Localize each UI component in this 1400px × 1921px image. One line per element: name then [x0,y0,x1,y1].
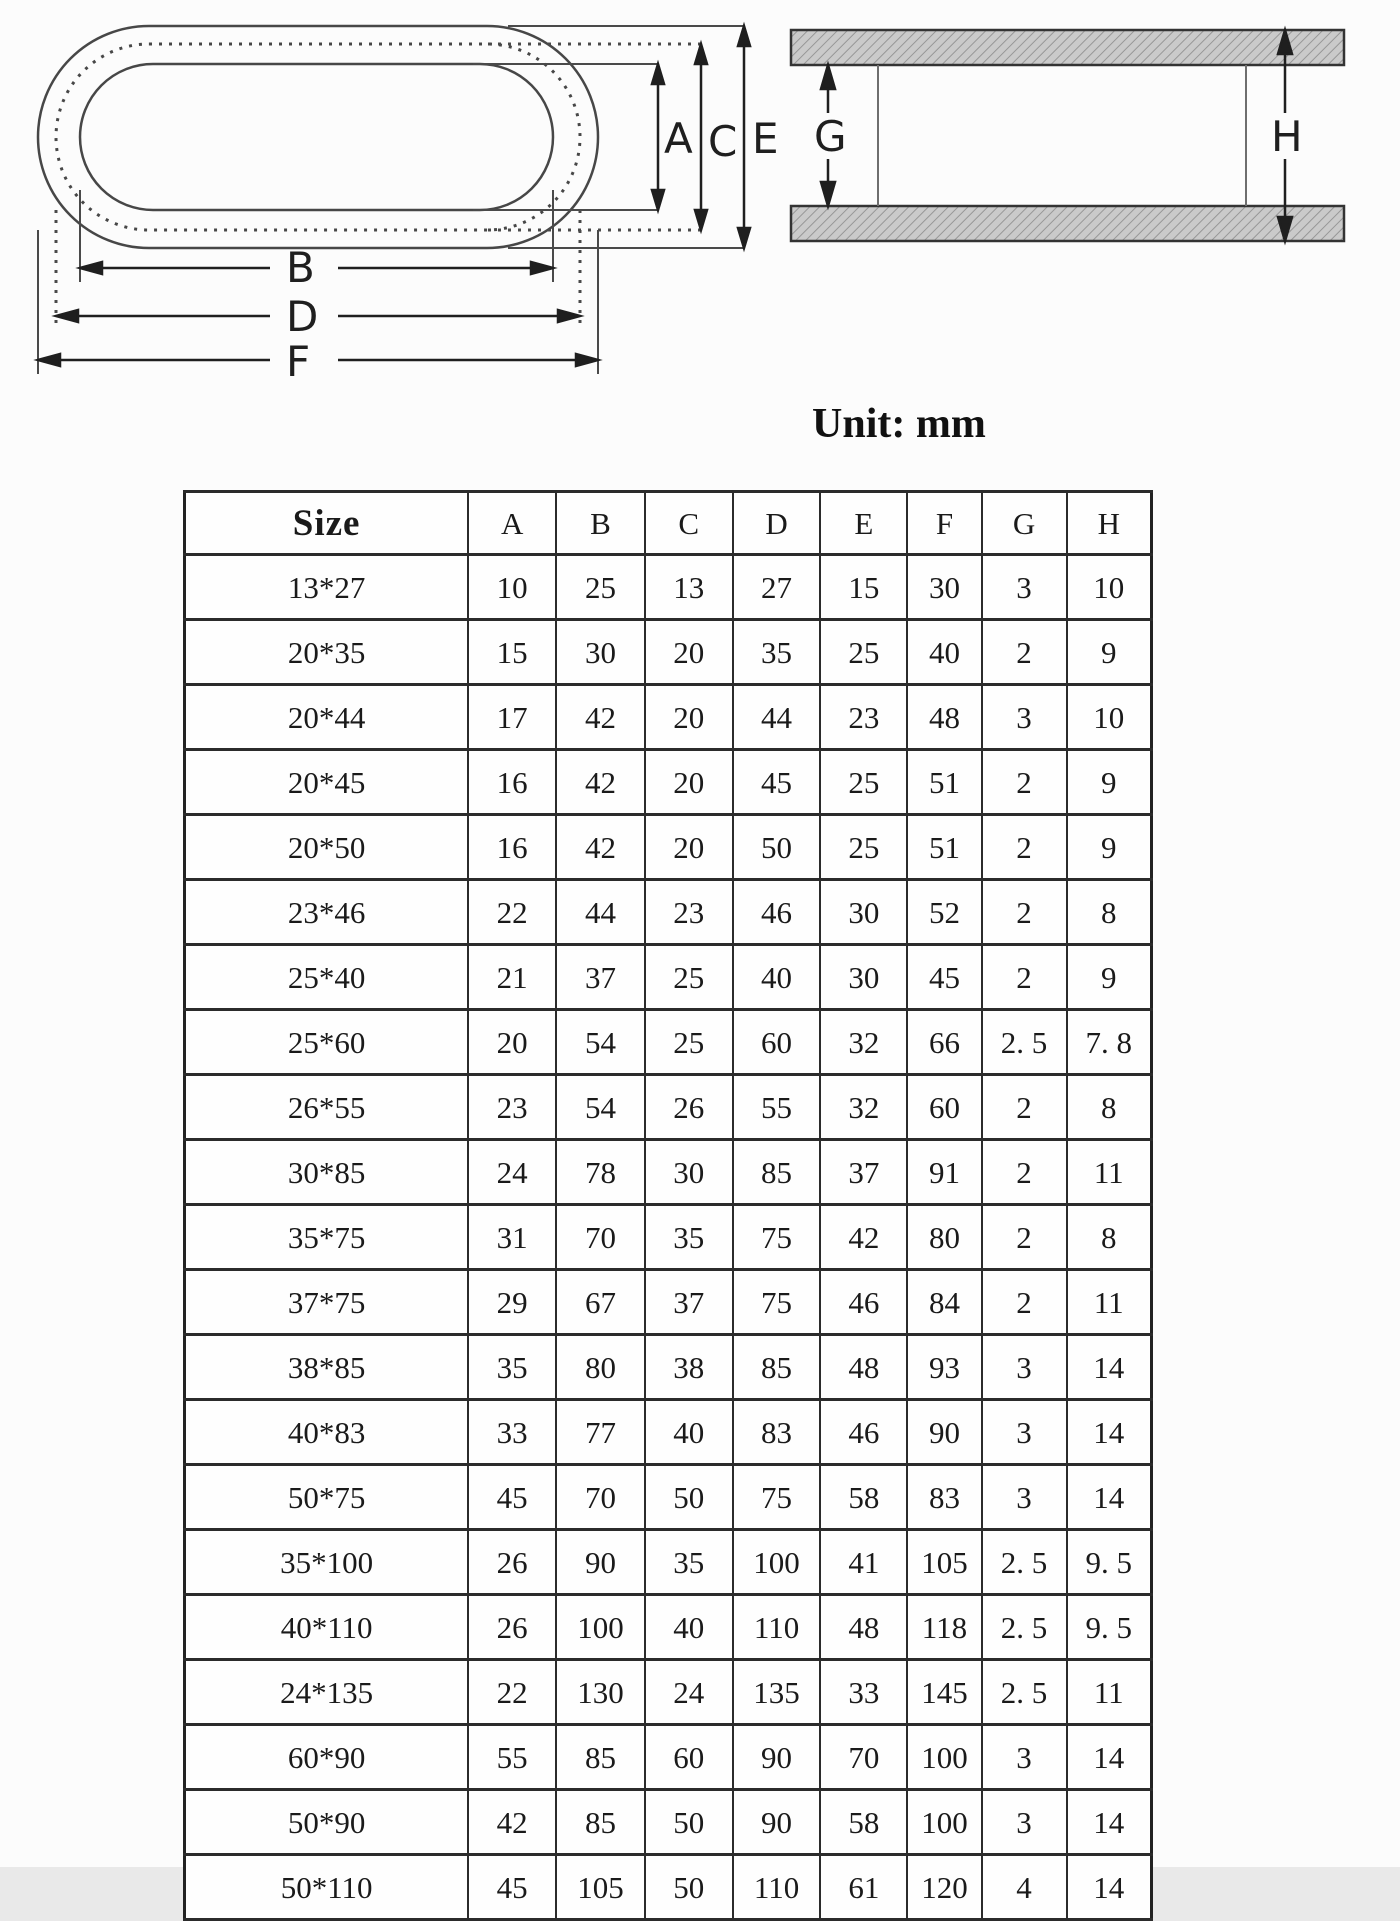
size-cell: 25*60 [185,1010,469,1075]
table-row [185,1335,1152,1400]
value-cell: 2. 5 [982,1530,1067,1595]
table-row [185,1010,1152,1075]
value-cell: 50 [645,1855,733,1920]
value-cell: 26 [468,1595,556,1660]
size-cell: 50*90 [185,1790,469,1855]
value-cell: 2 [982,815,1067,880]
value-cell: 145 [907,1660,981,1725]
dimension-table [183,490,1153,1921]
value-cell: 30 [820,945,907,1010]
value-cell: 23 [468,1075,556,1140]
value-cell: 110 [733,1595,821,1660]
value-cell: 30 [645,1140,733,1205]
value-cell: 66 [907,1010,981,1075]
value-cell: 90 [907,1400,981,1465]
table-row [185,620,1152,685]
value-cell: 55 [468,1725,556,1790]
dim-label-e: E [752,114,779,163]
value-cell: 83 [907,1465,981,1530]
table-row [185,1595,1152,1660]
value-cell: 20 [645,750,733,815]
value-cell: 3 [982,685,1067,750]
value-cell: 44 [733,685,821,750]
value-cell: 85 [556,1790,645,1855]
value-cell: 42 [556,750,645,815]
value-cell: 90 [733,1790,821,1855]
value-cell: 26 [468,1530,556,1595]
value-cell: 14 [1067,1400,1152,1465]
value-cell: 45 [907,945,981,1010]
column-header-f: F [907,492,981,555]
bottom-flange-bar [791,206,1344,241]
top-flange-bar [791,30,1344,65]
value-cell: 85 [733,1335,821,1400]
unit-label: Unit: mm [812,401,986,447]
dim-label-a: A [664,114,693,163]
cross-section-diagram [788,10,1363,255]
dim-label-h: H [1271,112,1303,161]
value-cell: 80 [907,1205,981,1270]
value-cell: 45 [468,1855,556,1920]
size-cell: 35*100 [185,1530,469,1595]
value-cell: 32 [820,1010,907,1075]
value-cell: 35 [645,1205,733,1270]
value-cell: 42 [468,1790,556,1855]
value-cell: 42 [556,685,645,750]
value-cell: 21 [468,945,556,1010]
dimension-table-header [185,492,1152,555]
table-row [185,1660,1152,1725]
value-cell: 40 [907,620,981,685]
column-header-b: B [556,492,645,555]
value-cell: 10 [1067,685,1152,750]
value-cell: 23 [645,880,733,945]
size-cell: 13*27 [185,555,469,620]
value-cell: 58 [820,1465,907,1530]
value-cell: 105 [907,1530,981,1595]
value-cell: 54 [556,1010,645,1075]
value-cell: 48 [820,1595,907,1660]
size-cell: 20*50 [185,815,469,880]
dim-label-c: C [708,117,738,166]
value-cell: 23 [820,685,907,750]
value-cell: 8 [1067,1205,1152,1270]
value-cell: 70 [556,1205,645,1270]
value-cell: 9 [1067,945,1152,1010]
value-cell: 30 [820,880,907,945]
value-cell: 14 [1067,1465,1152,1530]
value-cell: 90 [556,1530,645,1595]
value-cell: 70 [556,1465,645,1530]
table-row [185,1530,1152,1595]
value-cell: 29 [468,1270,556,1335]
value-cell: 25 [820,620,907,685]
value-cell: 100 [907,1790,981,1855]
dim-label-f: F [286,337,311,386]
value-cell: 75 [733,1270,821,1335]
value-cell: 30 [556,620,645,685]
value-cell: 3 [982,1400,1067,1465]
size-cell: 37*75 [185,1270,469,1335]
value-cell: 2 [982,1205,1067,1270]
value-cell: 2 [982,620,1067,685]
column-header-g: G [982,492,1067,555]
value-cell: 85 [733,1140,821,1205]
value-cell: 16 [468,815,556,880]
value-cell: 80 [556,1335,645,1400]
value-cell: 2 [982,750,1067,815]
value-cell: 33 [468,1400,556,1465]
value-cell: 46 [820,1400,907,1465]
size-cell: 30*85 [185,1140,469,1205]
column-header-c: C [645,492,733,555]
value-cell: 7. 8 [1067,1010,1152,1075]
value-cell: 60 [907,1075,981,1140]
value-cell: 15 [820,555,907,620]
column-header-e: E [820,492,907,555]
table-row [185,1465,1152,1530]
table-row [185,815,1152,880]
size-cell: 23*46 [185,880,469,945]
value-cell: 15 [468,620,556,685]
value-cell: 32 [820,1075,907,1140]
value-cell: 50 [645,1790,733,1855]
value-cell: 8 [1067,1075,1152,1140]
value-cell: 55 [733,1075,821,1140]
value-cell: 25 [645,945,733,1010]
value-cell: 2 [982,1270,1067,1335]
value-cell: 11 [1067,1140,1152,1205]
value-cell: 90 [733,1725,821,1790]
table-row [185,1790,1152,1855]
value-cell: 38 [645,1335,733,1400]
table-row [185,945,1152,1010]
value-cell: 61 [820,1855,907,1920]
size-cell: 50*75 [185,1465,469,1530]
value-cell: 37 [645,1270,733,1335]
value-cell: 40 [733,945,821,1010]
dim-label-g: G [814,112,847,161]
value-cell: 25 [820,750,907,815]
value-cell: 40 [645,1400,733,1465]
value-cell: 16 [468,750,556,815]
value-cell: 37 [820,1140,907,1205]
value-cell: 9. 5 [1067,1530,1152,1595]
value-cell: 26 [645,1075,733,1140]
column-header-a: A [468,492,556,555]
value-cell: 48 [820,1335,907,1400]
value-cell: 110 [733,1855,821,1920]
value-cell: 20 [645,685,733,750]
value-cell: 9. 5 [1067,1595,1152,1660]
value-cell: 58 [820,1790,907,1855]
value-cell: 14 [1067,1335,1152,1400]
value-cell: 2. 5 [982,1595,1067,1660]
value-cell: 24 [645,1660,733,1725]
size-cell: 60*90 [185,1725,469,1790]
value-cell: 17 [468,685,556,750]
value-cell: 93 [907,1335,981,1400]
size-cell: 24*135 [185,1660,469,1725]
column-header-h: H [1067,492,1152,555]
value-cell: 2. 5 [982,1660,1067,1725]
table-row [185,750,1152,815]
size-cell: 35*75 [185,1205,469,1270]
value-cell: 11 [1067,1660,1152,1725]
value-cell: 45 [468,1465,556,1530]
value-cell: 30 [907,555,981,620]
value-cell: 3 [982,1335,1067,1400]
value-cell: 37 [556,945,645,1010]
value-cell: 35 [733,620,821,685]
value-cell: 46 [820,1270,907,1335]
value-cell: 118 [907,1595,981,1660]
value-cell: 50 [645,1465,733,1530]
value-cell: 85 [556,1725,645,1790]
value-cell: 14 [1067,1725,1152,1790]
value-cell: 10 [1067,555,1152,620]
value-cell: 13 [645,555,733,620]
value-cell: 8 [1067,880,1152,945]
value-cell: 75 [733,1465,821,1530]
value-cell: 35 [645,1530,733,1595]
value-cell: 20 [645,815,733,880]
table-row [185,1075,1152,1140]
size-cell: 25*40 [185,945,469,1010]
dim-label-b: B [286,243,315,292]
size-cell: 20*35 [185,620,469,685]
value-cell: 2. 5 [982,1010,1067,1075]
value-cell: 22 [468,1660,556,1725]
value-cell: 91 [907,1140,981,1205]
value-cell: 84 [907,1270,981,1335]
value-cell: 77 [556,1400,645,1465]
table-row [185,880,1152,945]
value-cell: 3 [982,1725,1067,1790]
dim-label-d: D [286,292,319,341]
value-cell: 24 [468,1140,556,1205]
value-cell: 60 [645,1725,733,1790]
value-cell: 41 [820,1530,907,1595]
table-row [185,1140,1152,1205]
table-row [185,1400,1152,1465]
value-cell: 105 [556,1855,645,1920]
value-cell: 25 [556,555,645,620]
value-cell: 42 [820,1205,907,1270]
value-cell: 2 [982,945,1067,1010]
value-cell: 70 [820,1725,907,1790]
value-cell: 11 [1067,1270,1152,1335]
size-cell: 20*44 [185,685,469,750]
value-cell: 52 [907,880,981,945]
value-cell: 35 [468,1335,556,1400]
value-cell: 44 [556,880,645,945]
value-cell: 45 [733,750,821,815]
inner-oval-outline [80,64,553,210]
size-cell: 20*45 [185,750,469,815]
middle-oval-outline-dotted [56,44,580,230]
size-cell: 38*85 [185,1335,469,1400]
value-cell: 83 [733,1400,821,1465]
size-cell: 40*83 [185,1400,469,1465]
value-cell: 46 [733,880,821,945]
value-cell: 135 [733,1660,821,1725]
value-cell: 2 [982,1140,1067,1205]
value-cell: 25 [645,1010,733,1075]
value-cell: 20 [645,620,733,685]
table-row [185,1270,1152,1335]
table-row [185,1725,1152,1790]
oval-top-view-diagram [18,10,793,415]
value-cell: 9 [1067,815,1152,880]
value-cell: 75 [733,1205,821,1270]
value-cell: 120 [907,1855,981,1920]
value-cell: 42 [556,815,645,880]
value-cell: 4 [982,1855,1067,1920]
table-row [185,1205,1152,1270]
value-cell: 100 [733,1530,821,1595]
value-cell: 48 [907,685,981,750]
value-cell: 51 [907,750,981,815]
value-cell: 20 [468,1010,556,1075]
value-cell: 100 [556,1595,645,1660]
value-cell: 22 [468,880,556,945]
value-cell: 130 [556,1660,645,1725]
value-cell: 27 [733,555,821,620]
value-cell: 67 [556,1270,645,1335]
value-cell: 14 [1067,1790,1152,1855]
value-cell: 31 [468,1205,556,1270]
value-cell: 3 [982,555,1067,620]
column-header-size: Size [185,492,469,555]
table-row [185,685,1152,750]
table-row [185,1855,1152,1920]
size-cell: 50*110 [185,1855,469,1920]
value-cell: 9 [1067,620,1152,685]
value-cell: 100 [907,1725,981,1790]
column-header-d: D [733,492,821,555]
value-cell: 40 [645,1595,733,1660]
value-cell: 54 [556,1075,645,1140]
size-cell: 26*55 [185,1075,469,1140]
value-cell: 51 [907,815,981,880]
table-row [185,555,1152,620]
value-cell: 33 [820,1660,907,1725]
outer-oval-outline [38,26,598,248]
size-cell: 40*110 [185,1595,469,1660]
value-cell: 9 [1067,750,1152,815]
value-cell: 3 [982,1790,1067,1855]
value-cell: 60 [733,1010,821,1075]
value-cell: 50 [733,815,821,880]
value-cell: 10 [468,555,556,620]
value-cell: 14 [1067,1855,1152,1920]
value-cell: 25 [820,815,907,880]
value-cell: 3 [982,1465,1067,1530]
value-cell: 2 [982,1075,1067,1140]
value-cell: 78 [556,1140,645,1205]
value-cell: 2 [982,880,1067,945]
